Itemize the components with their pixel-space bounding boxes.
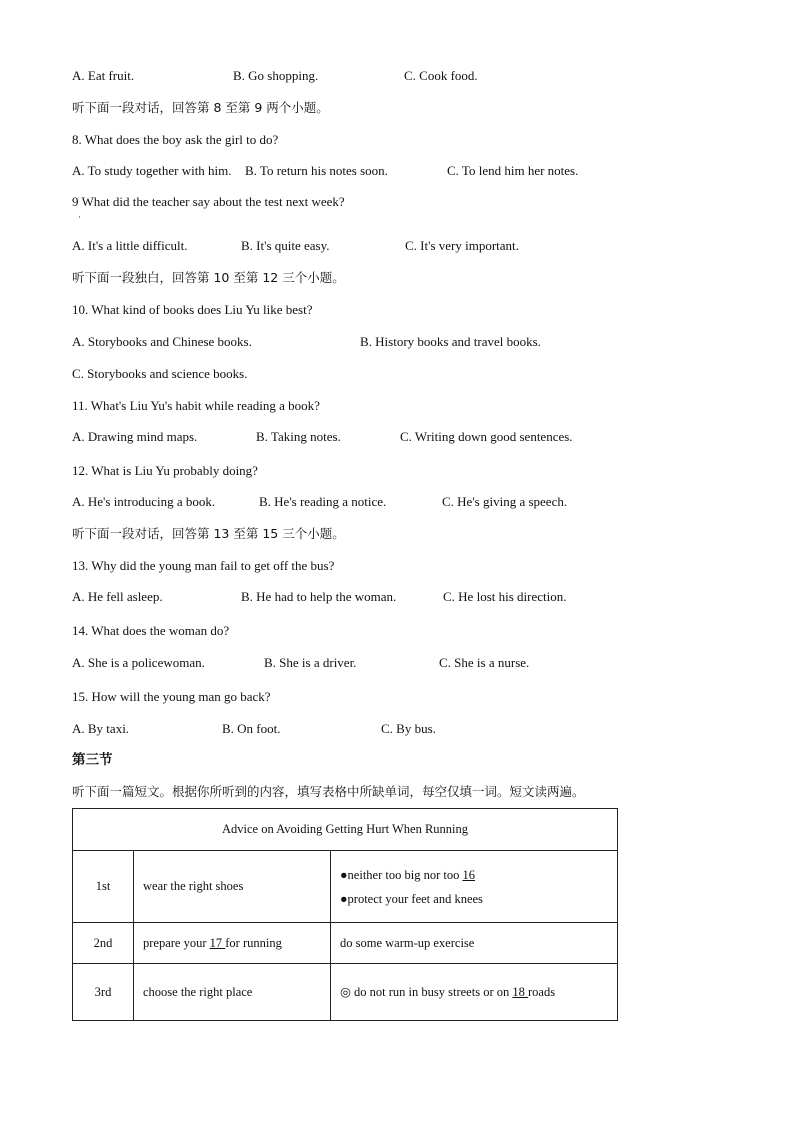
- q13-option-c: C. He lost his direction.: [443, 589, 567, 604]
- step-details: do some warm-up exercise: [331, 923, 618, 964]
- step-details: [331, 851, 618, 923]
- question-12: 12. What is Liu Yu probably doing?: [72, 463, 258, 478]
- q8-option-a: A. To study together with him.: [72, 163, 232, 178]
- q15-option-b: B. On foot.: [222, 721, 281, 736]
- section-3-title: 第三节: [72, 752, 113, 768]
- step-label: 1st: [73, 851, 134, 923]
- advice-table: [72, 808, 618, 1021]
- step-details: [331, 964, 618, 1021]
- q12-option-c: C. He's giving a speech.: [442, 494, 568, 509]
- step-label: 2nd: [73, 923, 134, 964]
- table-row: [73, 964, 618, 1021]
- section-3-instruction: 听下面一篇短文。根据你所听到的内容，填写表格中所缺单词，每空仅填一词。短文读两遍。: [72, 784, 585, 799]
- question-10: 10. What kind of books does Liu Yu like best?: [72, 302, 313, 317]
- table-header-row: [73, 809, 618, 851]
- action-text: for running: [225, 935, 282, 950]
- q10-option-a: A. Storybooks and Chinese books.: [72, 334, 252, 349]
- q8-option-b: B. To return his notes soon.: [245, 163, 388, 178]
- step-label: 3rd: [73, 964, 134, 1021]
- q12-option-b: B. He's reading a notice.: [259, 494, 387, 509]
- q11-option-c: C. Writing down good sentences.: [400, 429, 573, 444]
- step-action: [134, 923, 331, 964]
- instruction-8-9: 听下面一段对话，回答第 8 至第 9 两个小题。: [72, 100, 329, 115]
- q15-option-c: C. By bus.: [381, 721, 436, 736]
- question-13: 13. Why did the young man fail to get off the bus?: [72, 558, 335, 573]
- q8-option-c: C. To lend him her notes.: [447, 163, 579, 178]
- instruction-13-15: 听下面一段对话，回答第 13 至第 15 三个小题。: [72, 526, 345, 541]
- stray-dot: ·: [78, 212, 81, 222]
- table-row: [73, 923, 618, 964]
- q10-option-c: C. Storybooks and science books.: [72, 366, 248, 381]
- q9-option-c: C. It's very important.: [405, 238, 519, 253]
- action-text: prepare your: [143, 935, 210, 950]
- question-9: 9 What did the teacher say about the test next week?: [72, 194, 345, 209]
- blank-18: 18: [512, 985, 528, 999]
- q14-option-b: B. She is a driver.: [264, 655, 357, 670]
- question-15: 15. How will the young man go back?: [72, 689, 271, 704]
- detail-text: ◎ do not run in busy streets or on: [340, 985, 513, 999]
- blank-16: 16: [462, 867, 475, 882]
- q15-option-a: A. By taxi.: [72, 721, 130, 736]
- question-11: 11. What's Liu Yu's habit while reading a book?: [72, 398, 320, 413]
- q14-option-c: C. She is a nurse.: [439, 655, 530, 670]
- table-row: [73, 851, 618, 923]
- q11-option-a: A. Drawing mind maps.: [72, 429, 198, 444]
- q9-option-b: B. It's quite easy.: [241, 238, 330, 253]
- step-action: choose the right place: [134, 964, 331, 1021]
- table-title: Advice on Avoiding Getting Hurt When Running: [73, 809, 618, 851]
- q7-option-a: A. Eat fruit.: [72, 68, 135, 83]
- q9-option-a: A. It's a little difficult.: [72, 238, 188, 253]
- detail-text: roads: [527, 985, 556, 999]
- detail-line: [340, 867, 608, 883]
- q13-option-b: B. He had to help the woman.: [241, 589, 397, 604]
- blank-17: 17: [209, 935, 226, 950]
- question-14: 14. What does the woman do?: [72, 623, 230, 638]
- question-8: 8. What does the boy ask the girl to do?: [72, 132, 279, 147]
- step-action: wear the right shoes: [134, 851, 331, 923]
- q14-option-a: A. She is a policewoman.: [72, 655, 205, 670]
- q11-option-b: B. Taking notes.: [256, 429, 341, 444]
- instruction-10-12: 听下面一段独白，回答第 10 至第 12 三个小题。: [72, 270, 345, 285]
- q7-option-b: B. Go shopping.: [233, 68, 319, 83]
- detail-text: ●neither too big nor too: [340, 867, 463, 882]
- q7-option-c: C. Cook food.: [404, 68, 478, 83]
- q10-option-b: B. History books and travel books.: [360, 334, 541, 349]
- q13-option-a: A. He fell asleep.: [72, 589, 163, 604]
- detail-line: ●protect your feet and knees: [340, 891, 483, 906]
- q12-option-a: A. He's introducing a book.: [72, 494, 216, 509]
